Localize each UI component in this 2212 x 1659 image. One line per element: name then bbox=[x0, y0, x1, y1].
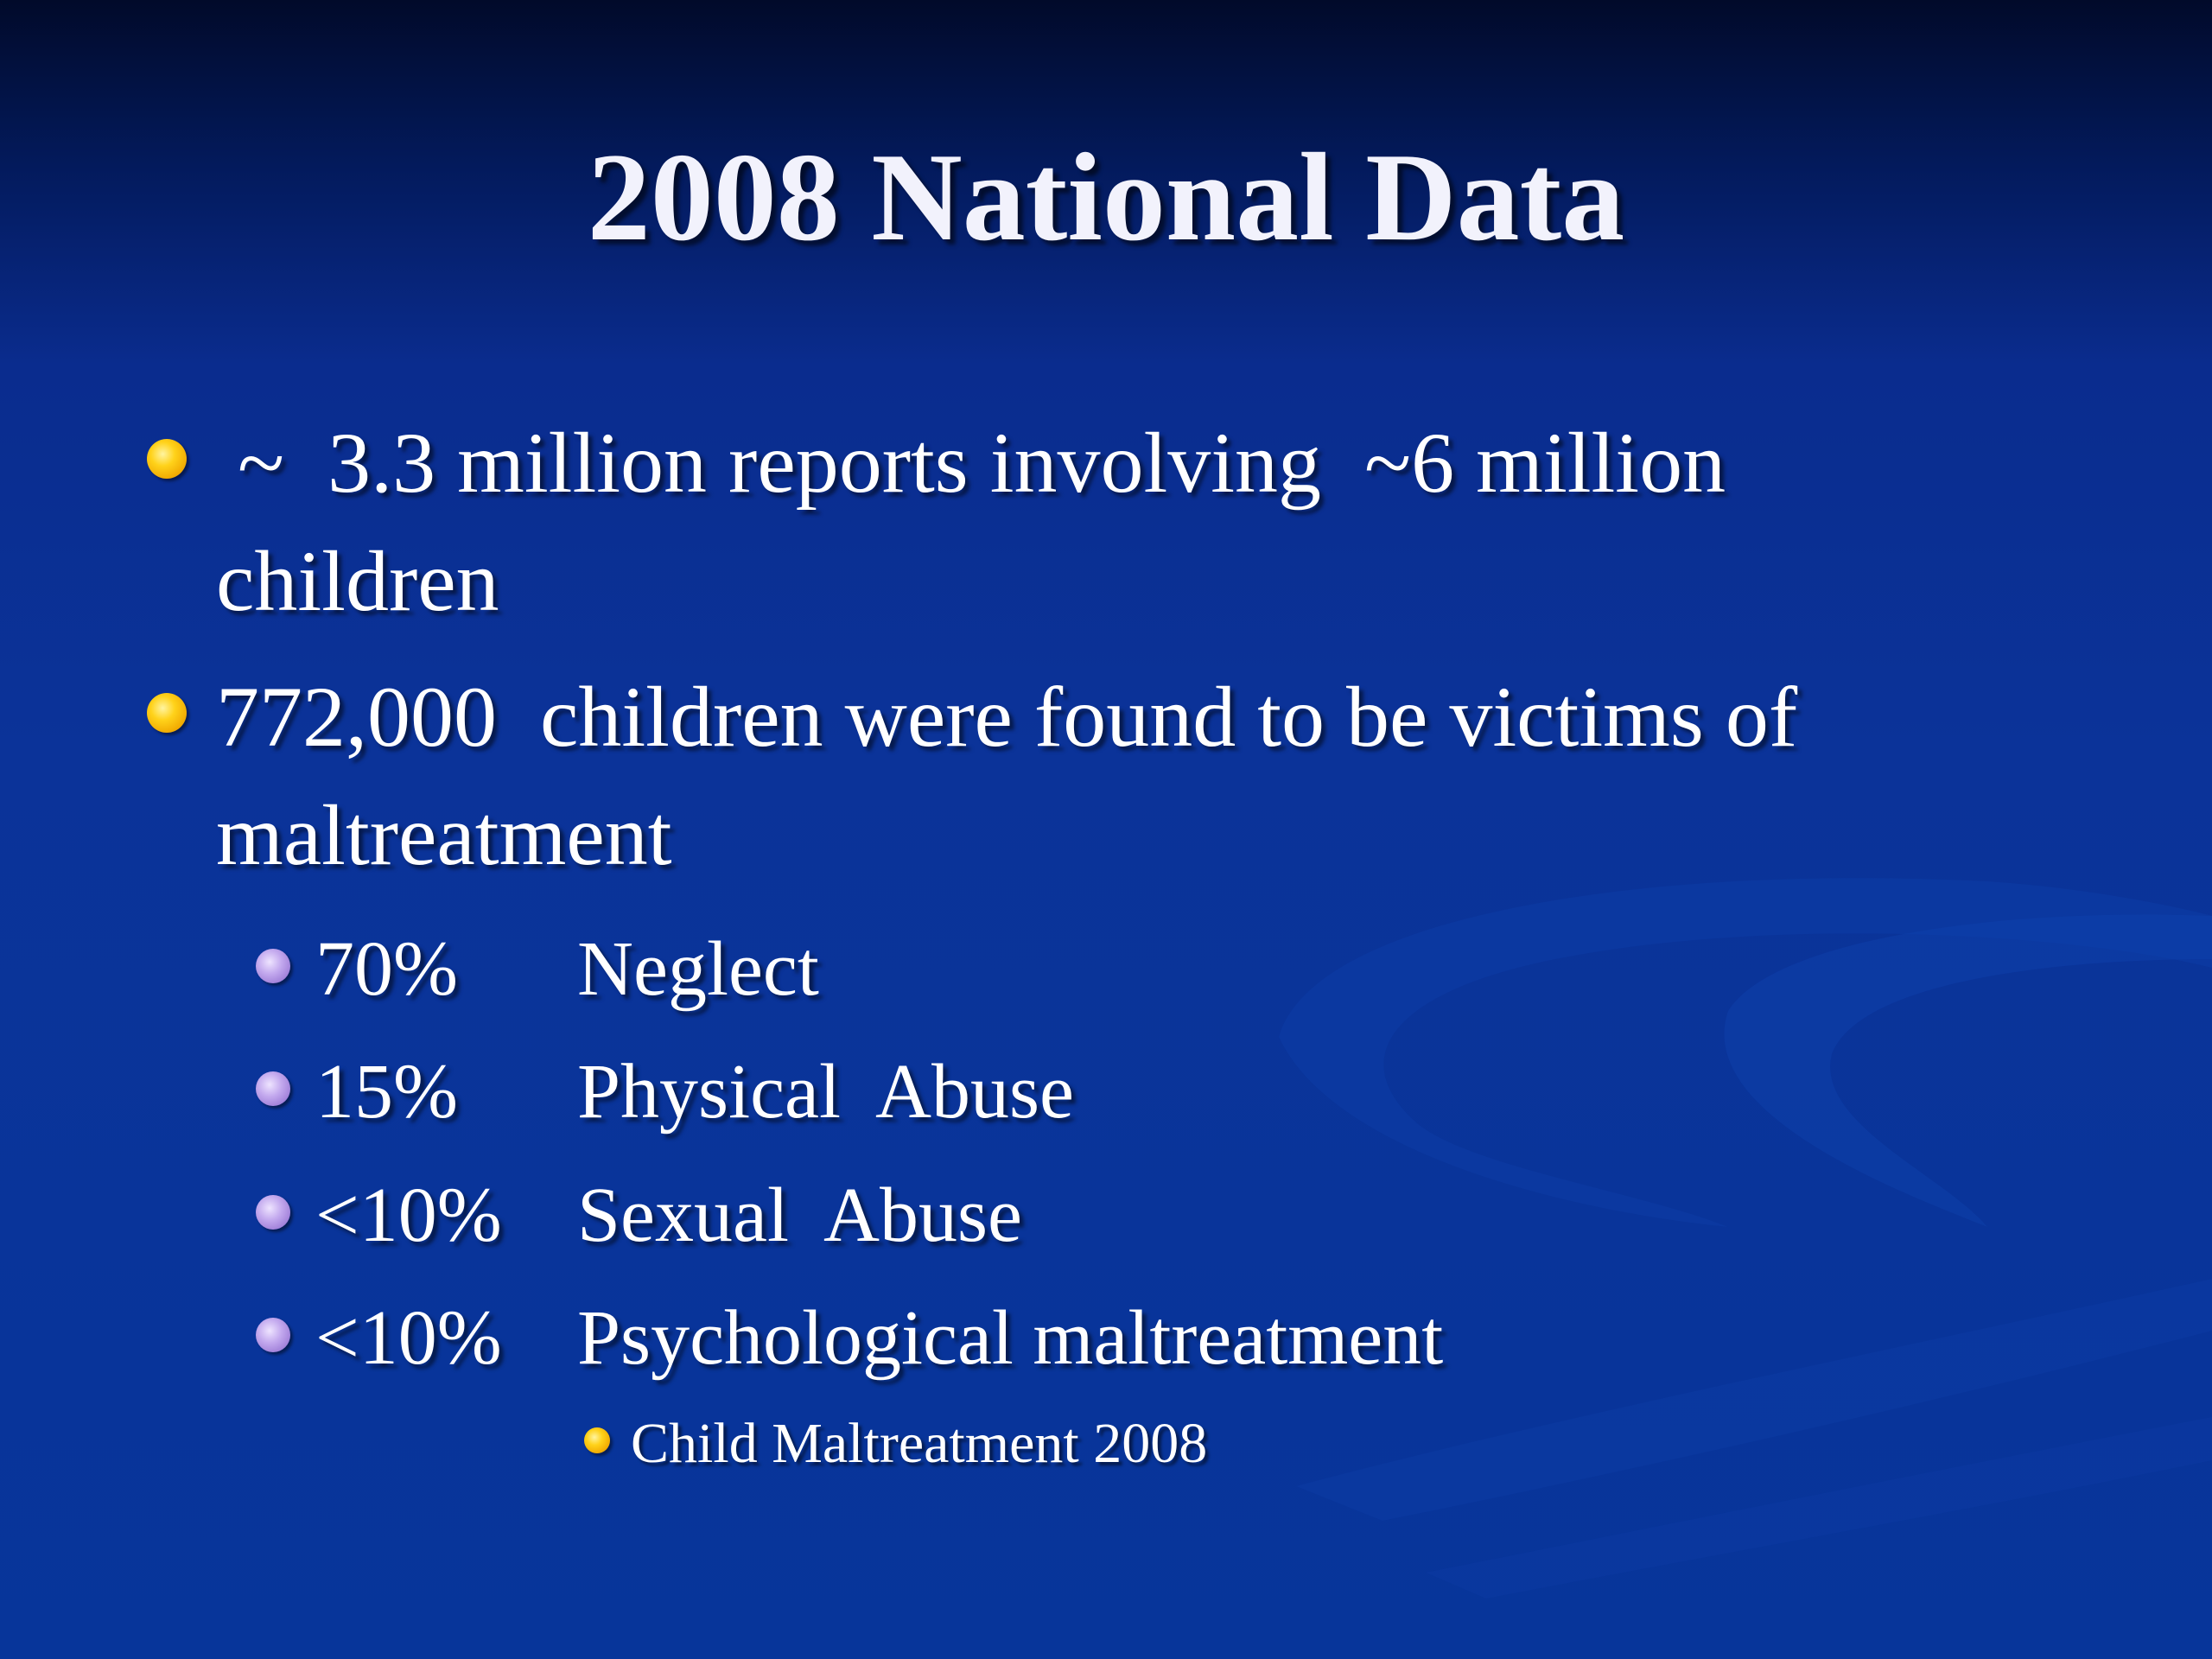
sub-bullet-label: Sexual Abuse bbox=[577, 1173, 1022, 1258]
sub-bullet-dot-icon bbox=[256, 949, 290, 983]
sub-bullet-dot-icon bbox=[256, 1071, 290, 1106]
bullet-dot-icon bbox=[147, 693, 187, 733]
source-citation: Child Maltreatment 2008 bbox=[631, 1412, 1208, 1475]
sub-bullet-dot-icon bbox=[256, 1195, 290, 1230]
slide-title: 2008 National Data bbox=[587, 127, 1625, 267]
sub-bullet-label: Physical Abuse bbox=[577, 1049, 1074, 1135]
bullet-victims: 772,000 children were found to be victims of maltreatment bbox=[216, 669, 1820, 883]
sub-bullet-percent: <10% bbox=[315, 1173, 502, 1258]
sub-bullet-label: Neglect bbox=[577, 926, 819, 1012]
sub-bullet-neglect bbox=[315, 926, 819, 1013]
sub-bullet-dot-icon bbox=[256, 1318, 290, 1352]
bullet-dot-icon bbox=[147, 439, 187, 479]
sub-bullet-percent: <10% bbox=[315, 1295, 502, 1381]
bullet-reports: ~ 3.3 million reports involving ~6 million children bbox=[216, 415, 1748, 629]
sub-bullet-label: Psychological maltreatment bbox=[577, 1295, 1444, 1381]
sub-bullet-physical-abuse bbox=[315, 1049, 1074, 1135]
sub-bullet-percent: 70% bbox=[315, 926, 458, 1012]
source-bullet-dot-icon bbox=[584, 1427, 610, 1453]
sub-bullet-psychological bbox=[315, 1295, 1444, 1382]
sub-bullet-sexual-abuse bbox=[315, 1173, 1022, 1259]
swirl-band-2 bbox=[1725, 914, 2212, 1227]
sub-bullet-percent: 15% bbox=[315, 1049, 458, 1135]
